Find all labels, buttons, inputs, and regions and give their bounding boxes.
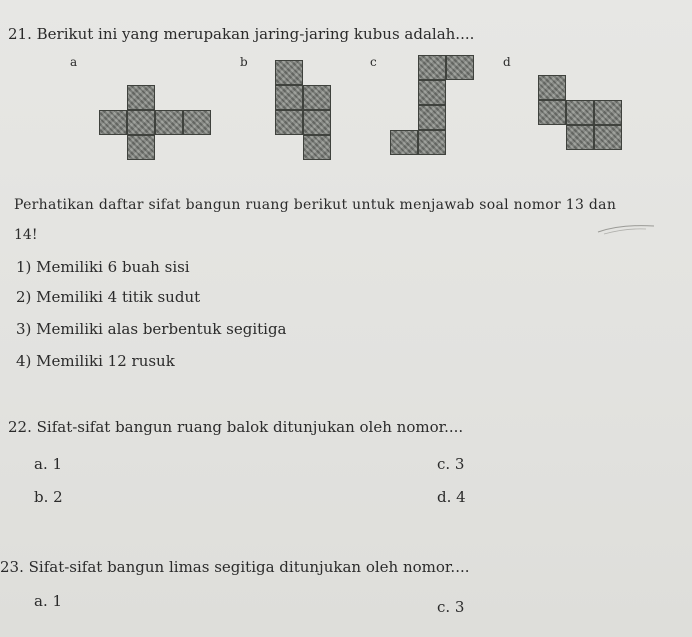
instruction-text-cont: 14! [14,227,38,243]
q22-choice-c: c. 3 [437,455,465,473]
property-item-1: 1) Memiliki 6 buah sisi [16,258,190,276]
question-21-title: 21. Berikut ini yang merupakan jaring-jaring kubus adalah.... [8,25,475,43]
net-label-d: d [503,55,511,69]
q23-choice-c: c. 3 [437,598,465,616]
q23-choice-a: a. 1 [34,592,63,610]
net-label-a: a [70,55,78,69]
q22-choice-a: a. 1 [34,455,63,473]
property-item-3: 3) Memiliki alas berbentuk segitiga [16,320,287,338]
net-label-b: b [240,55,248,69]
q22-choice-b: b. 2 [34,488,63,506]
question-22-title: 22. Sifat-sifat bangun ruang balok ditunjukan oleh nomor.... [8,418,464,436]
pen-mark [596,222,656,236]
question-23-title: 23. Sifat-sifat bangun limas segitiga ditunjukan oleh nomor.... [0,558,470,576]
property-item-4: 4) Memiliki 12 rusuk [16,352,175,370]
net-label-c: c [370,55,377,69]
property-item-2: 2) Memiliki 4 titik sudut [16,288,201,306]
instruction-text: Perhatikan daftar sifat bangun ruang berikut untuk menjawab soal nomor 13 dan [14,197,617,213]
q22-choice-d: d. 4 [437,488,466,506]
